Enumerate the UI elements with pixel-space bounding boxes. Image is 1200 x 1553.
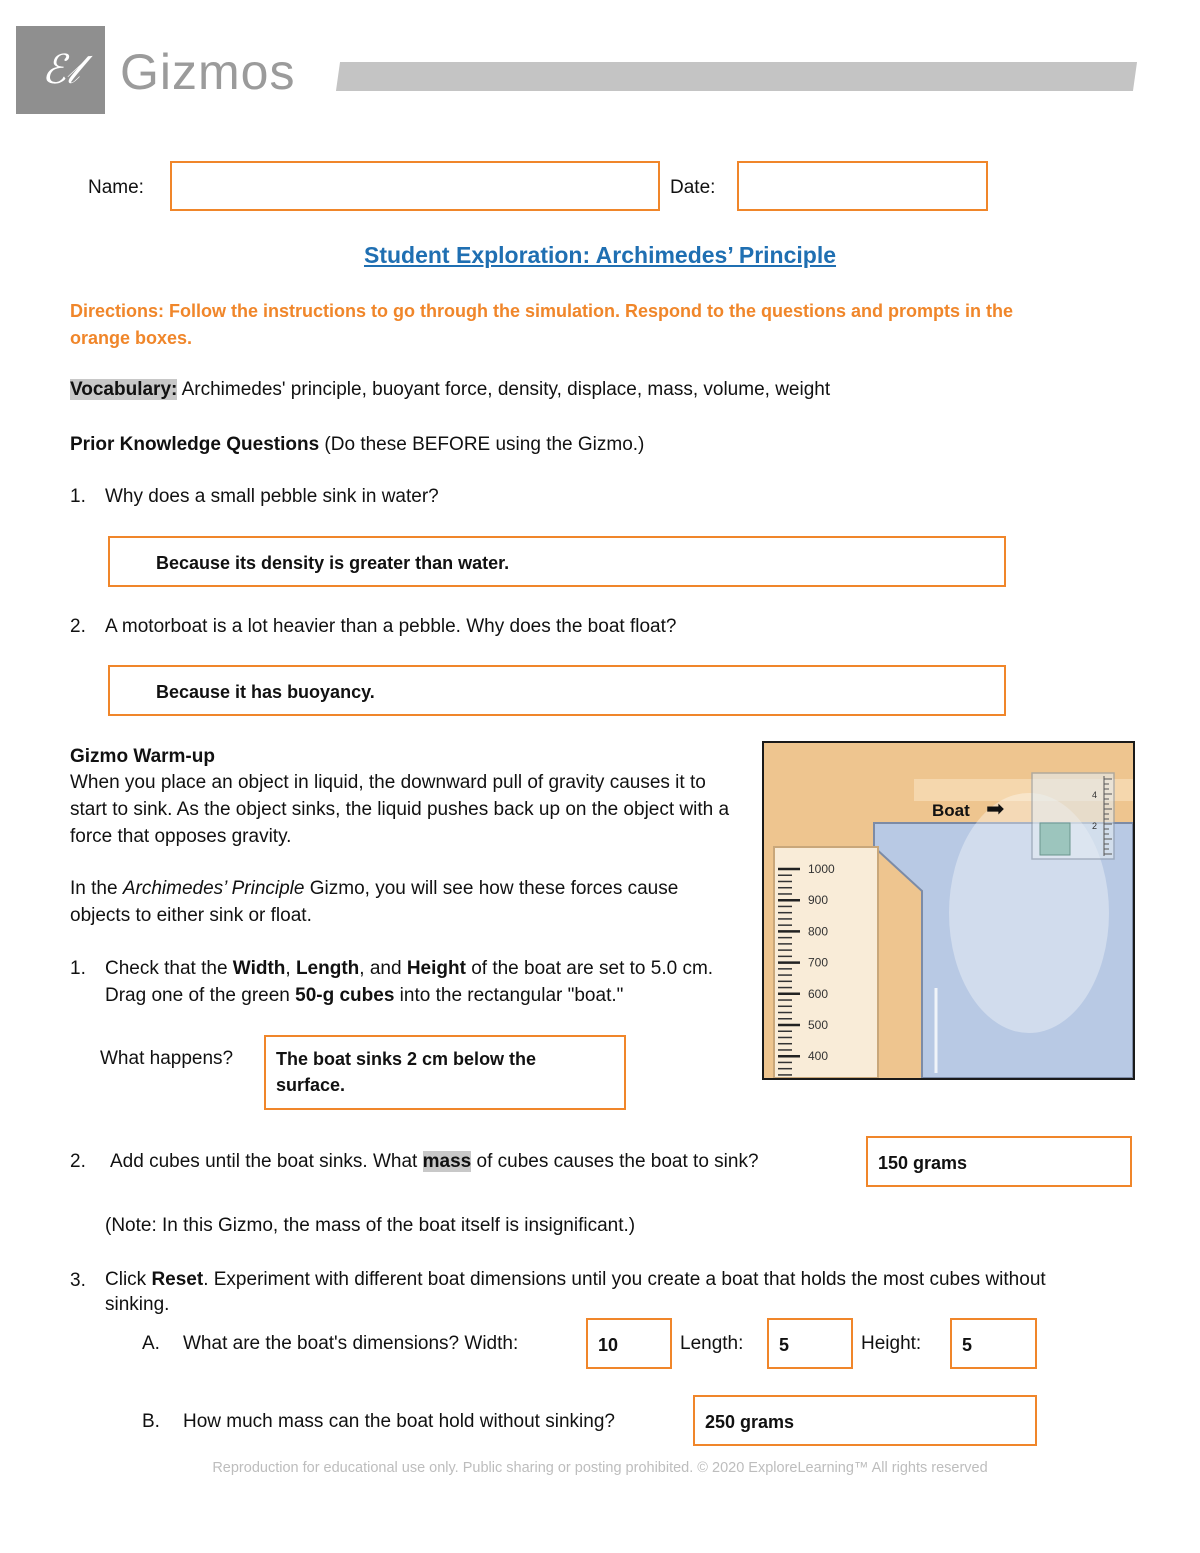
copyright-footer: Reproduction for educational use only. Public sharing or posting prohibited. © 2020 ExploreLearning™ All rights reserved — [212, 1460, 988, 1476]
what-happens-label: What happens? — [100, 1048, 234, 1069]
warmup-paragraph-1: When you place an object in liquid, the downward pull of gravity causes it to start to sink. As the object sinks, the liquid pushes back up on the object with a force that opposes gravity. — [70, 772, 730, 847]
vocabulary-line — [70, 376, 1130, 403]
answer-box-warmup-2[interactable] — [866, 1136, 1132, 1187]
mass-answer-box[interactable] — [693, 1395, 1037, 1446]
q2-mass: mass — [422, 1151, 472, 1172]
scale-label: 1000 — [808, 862, 835, 876]
q1-width: Width — [232, 958, 286, 979]
answer-box-prior-2[interactable] — [108, 665, 1006, 716]
mass-hold-question: How much mass can the boat hold without sinking? — [183, 1411, 615, 1432]
question-number: 1. — [70, 486, 86, 507]
answer-box-warmup-1[interactable] — [264, 1035, 626, 1110]
length-value: 5 — [779, 1335, 790, 1355]
scale-label: 500 — [808, 1018, 829, 1032]
height-label: Height: — [861, 1333, 922, 1354]
mass-note: (Note: In this Gizmo, the mass of the boat itself is insignificant.) — [105, 1215, 636, 1236]
answer-warmup-1: The boat sinks 2 cm below the surface. — [276, 1049, 537, 1095]
vocabulary-label: Vocabulary: — [70, 379, 178, 400]
ruler-label-4: 4 — [1092, 790, 1098, 800]
boat-label: Boat — [932, 801, 970, 820]
prior-question-2: A motorboat is a lot heavier than a pebble. Why does the boat float? — [105, 616, 677, 637]
scale-label: 700 — [808, 955, 829, 970]
q3-reset: Reset — [151, 1269, 204, 1290]
length-answer-box[interactable] — [767, 1318, 853, 1369]
explorelearning-logo-icon: ℰ𝓁 — [41, 47, 80, 93]
warmup-p2-c: Gizmo, you will see how these forces cause objects to either sink or float. — [70, 878, 679, 926]
q3-text: Click — [105, 1269, 152, 1290]
green-cube — [1040, 823, 1070, 855]
q1-length: Length — [295, 958, 360, 979]
scale-label: 600 — [808, 986, 829, 1001]
gizmo-simulation-image — [762, 741, 1135, 1080]
name-label: Name: — [88, 177, 144, 198]
question-number: 3. — [70, 1270, 86, 1291]
q1-text: into the rectangular "boat." — [394, 985, 624, 1006]
header-bar — [336, 62, 1137, 91]
date-label: Date: — [670, 177, 716, 198]
warmup-p2-a: In the — [70, 878, 123, 899]
answer-warmup-2: 150 grams — [878, 1153, 968, 1173]
q1-text: Check that the — [105, 958, 233, 979]
prior-knowledge-heading: Prior Knowledge Questions — [70, 434, 320, 455]
q1-text: , and — [359, 958, 407, 979]
q1-text: , — [285, 958, 296, 979]
q3-text: . Experiment with different boat dimensions until you create a boat that holds the most cubes without sinking. — [105, 1269, 1046, 1315]
question-number: 2. — [70, 1151, 86, 1172]
boat-arrow-icon: ➡ — [986, 797, 1005, 822]
page-title: Student Exploration: Archimedes’ Principle — [363, 242, 837, 268]
width-answer-box[interactable] — [586, 1318, 672, 1369]
warmup-question-2 — [110, 1148, 860, 1175]
q2-text: of cubes causes the boat to sink? — [471, 1151, 759, 1172]
height-answer-box[interactable] — [950, 1318, 1037, 1369]
height-value: 5 — [962, 1335, 973, 1355]
length-label: Length: — [680, 1333, 744, 1354]
subquestion-letter: B. — [142, 1411, 160, 1432]
scale-label: 900 — [808, 893, 829, 908]
warmup-question-1 — [105, 955, 735, 1009]
answer-box-prior-1[interactable] — [108, 536, 1006, 587]
question-number: 1. — [70, 958, 86, 979]
brand-name: Gizmos — [120, 44, 296, 100]
warmup-paragraph-2 — [70, 875, 730, 929]
q1-text: of the boat are set to 5.0 cm. Drag one of the green — [105, 958, 714, 1006]
prior-question-1: Why does a small pebble sink in water? — [105, 486, 439, 507]
warmup-heading: Gizmo Warm-up — [70, 746, 215, 767]
date-field[interactable] — [737, 161, 988, 211]
answer-prior-2: Because it has buoyancy. — [156, 682, 375, 702]
directions-text: Directions: Follow the instructions to go through the simulation. Respond to the questions and prompts in the orange boxes. — [70, 301, 1013, 348]
simulation-drawing — [764, 743, 1133, 1078]
dimensions-question: What are the boat's dimensions? Width: — [183, 1333, 519, 1354]
q1-cubes: 50-g cubes — [295, 985, 395, 1006]
q2-text: Add cubes until the boat sinks. What — [110, 1151, 423, 1172]
width-value: 10 — [598, 1335, 619, 1355]
gizmo-name: Archimedes’ Principle — [122, 878, 305, 899]
answer-prior-1: Because its density is greater than water. — [156, 553, 510, 573]
scale-label: 800 — [808, 924, 829, 939]
ruler-label-2: 2 — [1092, 821, 1098, 831]
mass-value: 250 grams — [705, 1412, 795, 1432]
prior-knowledge-heading-line — [70, 431, 1130, 458]
name-field[interactable] — [170, 161, 660, 211]
scale-label: 400 — [808, 1049, 829, 1064]
warmup-question-3 — [105, 1267, 1115, 1317]
prior-knowledge-note: (Do these BEFORE using the Gizmo.) — [319, 434, 645, 455]
vocabulary-terms: Archimedes' principle, buoyant force, density, displace, mass, volume, weight — [177, 379, 831, 400]
question-number: 2. — [70, 616, 86, 637]
q1-height: Height — [406, 958, 466, 979]
subquestion-letter: A. — [142, 1333, 160, 1354]
